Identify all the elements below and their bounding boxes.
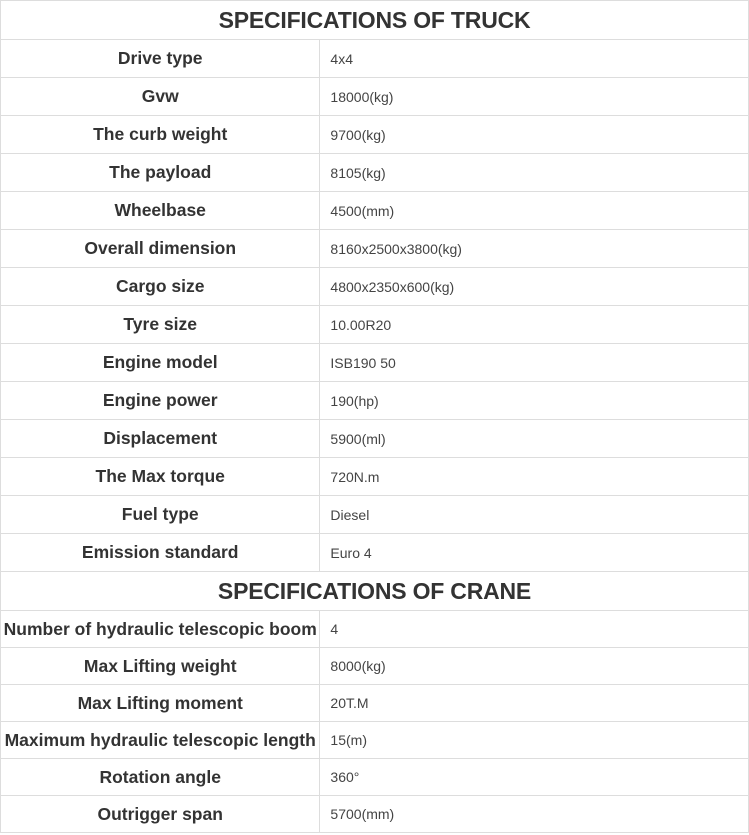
- table-row: [1, 116, 749, 154]
- table-row: [1, 534, 749, 572]
- table-row: [1, 648, 749, 685]
- table-row: [1, 230, 749, 268]
- spec-label: The Max torque: [1, 458, 320, 496]
- spec-value: 4500(mm): [320, 192, 749, 230]
- spec-label: Gvw: [1, 78, 320, 116]
- spec-value: 8160x2500x3800(kg): [320, 230, 749, 268]
- spec-label: Outrigger span: [1, 796, 320, 833]
- table-row: [1, 722, 749, 759]
- table-row: [1, 40, 749, 78]
- spec-label: Displacement: [1, 420, 320, 458]
- spec-value: 720N.m: [320, 458, 749, 496]
- table-row: [1, 420, 749, 458]
- table-row: [1, 796, 749, 833]
- spec-label: Tyre size: [1, 306, 320, 344]
- spec-label: Max Lifting moment: [1, 685, 320, 722]
- table-row: [1, 306, 749, 344]
- spec-value: 20T.M: [320, 685, 749, 722]
- spec-value: 5900(ml): [320, 420, 749, 458]
- table-row: [1, 611, 749, 648]
- spec-value: 9700(kg): [320, 116, 749, 154]
- table-row: [1, 154, 749, 192]
- spec-label: Engine power: [1, 382, 320, 420]
- spec-label: Cargo size: [1, 268, 320, 306]
- spec-value: Diesel: [320, 496, 749, 534]
- crane-section-header: [1, 572, 749, 611]
- spec-value: 190(hp): [320, 382, 749, 420]
- spec-value: 5700(mm): [320, 796, 749, 833]
- spec-value: 4x4: [320, 40, 749, 78]
- spec-label: Engine model: [1, 344, 320, 382]
- table-row: [1, 344, 749, 382]
- spec-label: The payload: [1, 154, 320, 192]
- table-row: [1, 685, 749, 722]
- spec-value: 10.00R20: [320, 306, 749, 344]
- table-row: [1, 458, 749, 496]
- crane-section-title: SPECIFICATIONS OF CRANE: [1, 572, 749, 611]
- spec-label: Overall dimension: [1, 230, 320, 268]
- spec-value: 360°: [320, 759, 749, 796]
- table-row: [1, 78, 749, 116]
- truck-section-header: [1, 1, 749, 40]
- spec-label: Drive type: [1, 40, 320, 78]
- spec-label: Wheelbase: [1, 192, 320, 230]
- spec-label: Rotation angle: [1, 759, 320, 796]
- table-row: [1, 268, 749, 306]
- spec-value: 4800x2350x600(kg): [320, 268, 749, 306]
- table-row: [1, 382, 749, 420]
- spec-value: 18000(kg): [320, 78, 749, 116]
- spec-value: 4: [320, 611, 749, 648]
- spec-label: Number of hydraulic telescopic boom: [1, 611, 320, 648]
- table-row: [1, 192, 749, 230]
- spec-value: 8000(kg): [320, 648, 749, 685]
- spec-value: 8105(kg): [320, 154, 749, 192]
- spec-label: Max Lifting weight: [1, 648, 320, 685]
- spec-label: Fuel type: [1, 496, 320, 534]
- spec-label: The curb weight: [1, 116, 320, 154]
- spec-value: 15(m): [320, 722, 749, 759]
- table-row: [1, 496, 749, 534]
- spec-value: ISB190 50: [320, 344, 749, 382]
- spec-label: Maximum hydraulic telescopic length: [1, 722, 320, 759]
- truck-section-title: SPECIFICATIONS OF TRUCK: [1, 1, 749, 40]
- spec-value: Euro 4: [320, 534, 749, 572]
- table-row: [1, 759, 749, 796]
- spec-label: Emission standard: [1, 534, 320, 572]
